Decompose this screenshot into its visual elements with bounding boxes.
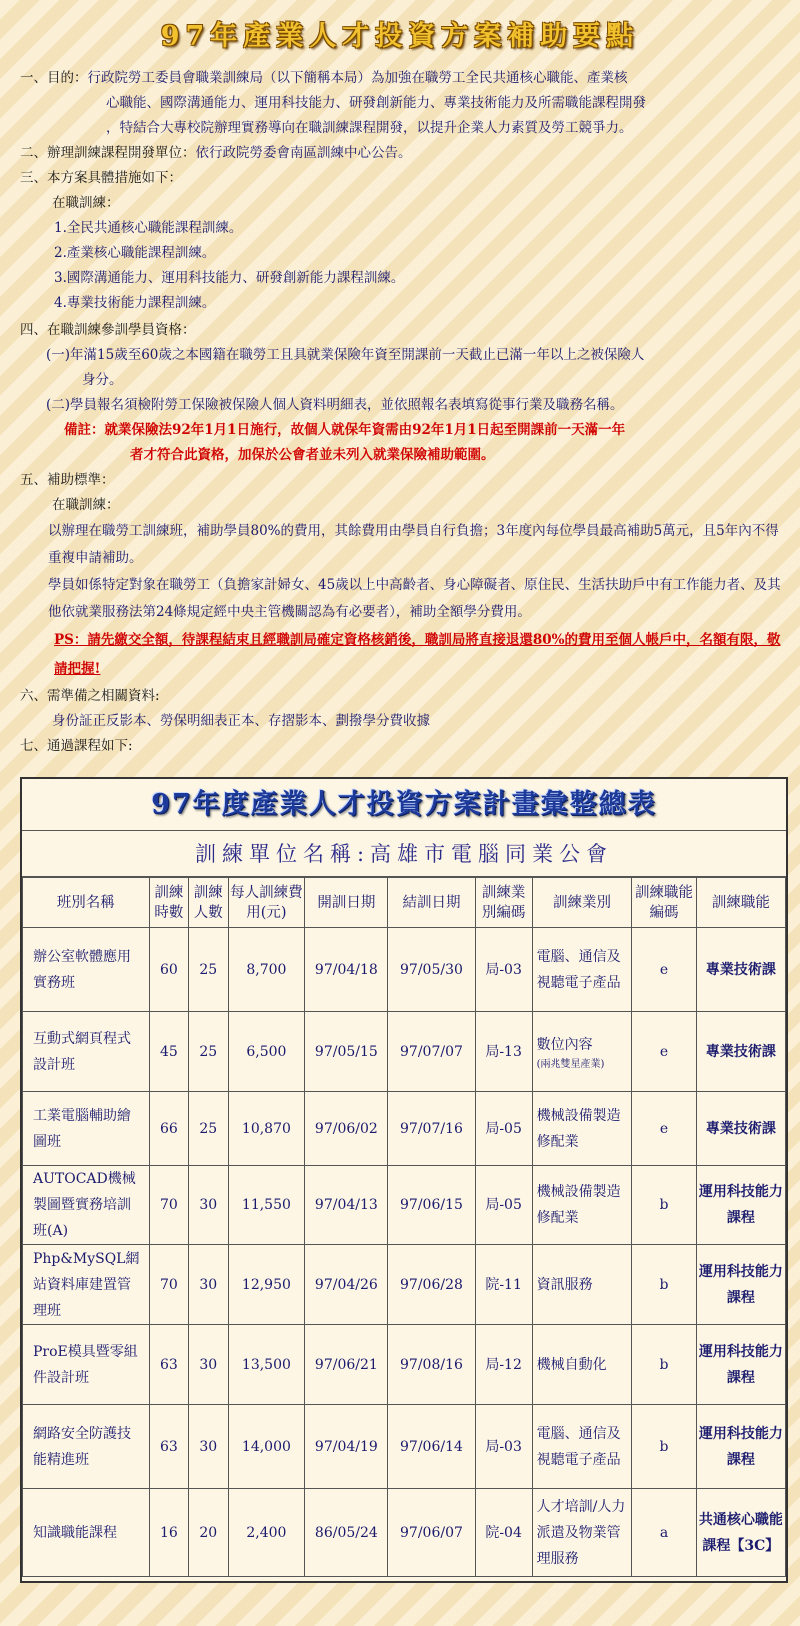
section-3-item-1: 1.全民共通核心職能課程訓練。 [54, 220, 243, 236]
cell-people [189, 1092, 228, 1166]
cell-end-date [388, 1325, 475, 1405]
people-text: 25 [199, 1043, 218, 1060]
section-5-ps: PS：請先繳交全額，待課程結束且經職訓局確定資格核銷後，職訓局將直接退還80%的費用至個人帳戶中，名額有限，敬請把握! [54, 632, 781, 677]
section-4-item-1b: 身分。 [82, 372, 123, 388]
section-1-label: 一、目的： [20, 70, 88, 86]
cell-start-date [305, 1166, 388, 1245]
section-2-label: 二、辦理訓練課程開發單位： [20, 145, 196, 161]
industry-text: 電腦、通信及視聽電子產品 [536, 1425, 621, 1468]
section-1-line-2: 心職能、國際溝通能力、運用科技能力、研發創新能力、專業技術能力及所需職能課程開發 [106, 95, 646, 111]
start-date-text: 97/06/21 [314, 1356, 378, 1373]
cell-skill-code [632, 1405, 696, 1489]
cell-fee [228, 1166, 305, 1245]
hours-text: 16 [159, 1524, 178, 1541]
document-body [20, 66, 790, 759]
header-industry-code: 訓練業別編碼 [475, 878, 532, 928]
industry-code-text: 局-12 [485, 1356, 522, 1373]
cell-industry-code [475, 1245, 532, 1325]
cell-start-date [305, 1092, 388, 1166]
cell-hours [149, 1489, 188, 1577]
cell-skill-code [632, 1092, 696, 1166]
cell-hours [149, 1012, 188, 1092]
industry-code-text: 局-05 [485, 1197, 522, 1213]
cell-end-date [388, 1092, 475, 1166]
cell-skill-code [632, 1489, 696, 1577]
cell-start-date [305, 1405, 388, 1489]
table-row [23, 1489, 786, 1577]
cell-end-date [388, 1166, 475, 1245]
cell-hours [149, 1245, 188, 1325]
cell-people [189, 1245, 228, 1325]
class-name-text: 辦公室軟體應用實務班 [33, 948, 131, 991]
course-table [22, 877, 786, 1577]
skill-text: 專業技術課 [705, 961, 776, 978]
start-date-text: 97/06/02 [314, 1120, 378, 1137]
cell-fee [228, 1489, 305, 1577]
start-date-text: 97/04/13 [314, 1197, 378, 1213]
skill-text: 運用科技能力課程 [698, 1425, 783, 1468]
fee-text: 13,500 [241, 1356, 291, 1373]
people-text: 30 [199, 1438, 218, 1455]
table-row [23, 1245, 786, 1325]
cell-class-name [23, 1245, 150, 1325]
class-name-text: 知識職能課程 [33, 1524, 117, 1541]
industry-text: 電腦、通信及視聽電子產品 [536, 948, 621, 991]
cell-end-date [388, 928, 475, 1012]
table-row [23, 1325, 786, 1405]
cell-hours [149, 928, 188, 1012]
cell-people [189, 1405, 228, 1489]
cell-skill [696, 1489, 785, 1577]
cell-start-date [305, 1012, 388, 1092]
industry-text: 機械設備製造修配業 [536, 1107, 621, 1150]
cell-fee [228, 1325, 305, 1405]
section-4-item-1a: (一)年滿15歲至60歲之本國籍在職勞工且具就業保險年資至開課前一天截止已滿一年以上之被保險人 [46, 347, 645, 363]
cell-industry-code [475, 1405, 532, 1489]
cell-industry [532, 1012, 632, 1092]
end-date-text: 97/07/16 [400, 1120, 463, 1137]
cell-people [189, 1325, 228, 1405]
cell-skill-code [632, 928, 696, 1012]
end-date-text: 97/05/30 [400, 961, 463, 978]
industry-code-text: 院-11 [485, 1276, 522, 1293]
header-industry: 訓練業別 [532, 878, 632, 928]
end-date-text: 97/06/14 [400, 1438, 463, 1455]
people-text: 20 [199, 1524, 218, 1541]
cell-skill-code [632, 1166, 696, 1245]
cell-start-date [305, 1489, 388, 1577]
cell-fee [228, 1405, 305, 1489]
table-row [23, 1405, 786, 1489]
industry-text: 數位內容 [536, 1036, 593, 1053]
header-end-date: 結訓日期 [388, 878, 475, 928]
section-6-label: 六、需準備之相關資料: [20, 688, 160, 704]
fee-text: 8,700 [246, 961, 287, 978]
end-date-text: 97/06/07 [400, 1524, 463, 1541]
fee-text: 14,000 [241, 1438, 291, 1455]
section-3-item-4: 4.專業技術能力課程訓練。 [54, 295, 216, 311]
industry-code-text: 局-13 [485, 1043, 522, 1060]
start-date-text: 97/04/26 [314, 1276, 378, 1293]
start-date-text: 86/05/24 [314, 1524, 378, 1541]
end-date-text: 97/06/28 [400, 1276, 463, 1293]
industry-text: 資訊服務 [536, 1276, 593, 1293]
table-row [23, 1166, 786, 1245]
section-5-para-1: 以辦理在職勞工訓練班，補助學員80%的費用，其餘費用由學員自行負擔；3年度內每位學員最高補助5萬元，且5年內不得重複申請補助。 [48, 523, 779, 566]
section-4-item-2: (二)學員報名須檢附勞工保險被保險人個人資料明細表，並依照報名表填寫從事行業及職務名稱。 [46, 397, 624, 413]
class-name-text: 工業電腦輔助繪圖班 [33, 1107, 131, 1150]
hours-text: 66 [159, 1120, 178, 1137]
cell-skill-code [632, 1245, 696, 1325]
hours-text: 45 [159, 1043, 178, 1060]
skill-text: 共通核心職能課程【3C】 [698, 1511, 783, 1554]
cell-skill [696, 928, 785, 1012]
cell-skill [696, 1092, 785, 1166]
cell-hours [149, 1166, 188, 1245]
cell-start-date [305, 1325, 388, 1405]
skill-code-text: e [659, 1120, 669, 1137]
course-summary-table [20, 777, 788, 1583]
class-name-text: ProE模具暨零組件設計班 [33, 1343, 138, 1386]
header-fee: 每人訓練費用(元) [228, 878, 305, 928]
header-skill: 訓練職能 [696, 878, 785, 928]
industry-note: (兩兆雙星產業) [536, 1058, 605, 1070]
table-row [23, 1092, 786, 1166]
header-start-date: 開訓日期 [305, 878, 388, 928]
cell-hours [149, 1405, 188, 1489]
cell-industry-code [475, 1489, 532, 1577]
header-hours: 訓練時數 [149, 878, 188, 928]
cell-end-date [388, 1489, 475, 1577]
header-people: 訓練人數 [189, 878, 228, 928]
cell-industry [532, 1166, 632, 1245]
section-4-note-a: 備註：就業保險法92年1月1日施行，故個人就保年資需由92年1月1日起至開課前一天滿一年 [64, 422, 626, 438]
cell-hours [149, 1325, 188, 1405]
cell-skill [696, 1325, 785, 1405]
cell-class-name [23, 1405, 150, 1489]
industry-text: 機械設備製造修配業 [536, 1184, 621, 1226]
section-4-label: 四、在職訓練參訓學員資格： [20, 322, 196, 338]
skill-text: 運用科技能力課程 [698, 1263, 783, 1306]
section-1-line-3: ，特結合大專校院辦理實務導向在職訓練課程開發，以提升企業人力素質及勞工競爭力。 [106, 120, 633, 136]
skill-text: 專業技術課 [705, 1120, 776, 1137]
class-name-text: AUTOCAD機械製圖暨實務培訓班(A) [33, 1171, 136, 1239]
cell-industry-code [475, 1166, 532, 1245]
skill-code-text: b [659, 1356, 669, 1373]
industry-code-text: 院-04 [485, 1524, 522, 1541]
training-unit-name: 訓練單位名稱:高雄市電腦同業公會 [22, 831, 786, 877]
table-row [23, 1012, 786, 1092]
table-row [23, 928, 786, 1012]
cell-class-name [23, 1092, 150, 1166]
skill-code-text: e [659, 961, 669, 978]
cell-people [189, 1489, 228, 1577]
section-5-label: 五、補助標準： [20, 472, 115, 488]
cell-fee [228, 1245, 305, 1325]
skill-text: 運用科技能力課程 [698, 1343, 783, 1386]
cell-hours [149, 1092, 188, 1166]
cell-end-date [388, 1245, 475, 1325]
cell-people [189, 928, 228, 1012]
cell-people [189, 1012, 228, 1092]
end-date-text: 97/08/16 [400, 1356, 463, 1373]
skill-code-text: e [659, 1043, 669, 1060]
cell-fee [228, 928, 305, 1012]
cell-class-name [23, 1012, 150, 1092]
cell-start-date [305, 928, 388, 1012]
cell-class-name [23, 1325, 150, 1405]
cell-fee [228, 1012, 305, 1092]
industry-code-text: 局-03 [485, 961, 522, 978]
cell-industry [532, 1092, 632, 1166]
section-3-sub: 在職訓練： [52, 195, 120, 211]
skill-code-text: a [659, 1524, 669, 1541]
section-5-sub: 在職訓練： [52, 497, 120, 513]
class-name-text: Php&MySQL網站資料庫建置管理班 [33, 1250, 140, 1319]
cell-end-date [388, 1012, 475, 1092]
skill-text: 專業技術課 [705, 1043, 776, 1060]
skill-text: 運用科技能力課程 [698, 1184, 783, 1226]
page-title: 97年產業人才投資方案補助要點 [160, 21, 640, 52]
section-3-label: 三、本方案具體措施如下： [20, 170, 182, 186]
hours-text: 70 [159, 1197, 178, 1213]
cell-industry-code [475, 1092, 532, 1166]
cell-industry-code [475, 1012, 532, 1092]
end-date-text: 97/07/07 [400, 1043, 463, 1060]
cell-skill [696, 1245, 785, 1325]
cell-industry [532, 1325, 632, 1405]
header-skill-code: 訓練職能編碼 [632, 878, 696, 928]
industry-code-text: 局-05 [485, 1120, 522, 1137]
cell-industry [532, 1405, 632, 1489]
section-3-item-3: 3.國際溝通能力、運用科技能力、研發創新能力課程訓練。 [54, 270, 405, 286]
fee-text: 2,400 [246, 1524, 287, 1541]
cell-skill-code [632, 1012, 696, 1092]
table-header-row [23, 878, 786, 928]
cell-people [189, 1166, 228, 1245]
industry-text: 機械自動化 [536, 1356, 607, 1373]
section-2-text: 依行政院勞委會南區訓練中心公告。 [195, 145, 412, 161]
cell-industry [532, 1489, 632, 1577]
cell-class-name [23, 928, 150, 1012]
cell-skill [696, 1405, 785, 1489]
cell-class-name [23, 1166, 150, 1245]
section-5-para-2: 學員如係特定對象在職勞工（負擔家計婦女、45歲以上中高齡者、身心障礙者、原住民、生活扶助戶中有工作能力者、及其他依就業服務法第24條規定經中央主管機關認為有必要者），補助全額學分費用。 [48, 577, 781, 620]
cell-industry [532, 928, 632, 1012]
people-text: 25 [199, 961, 218, 978]
skill-code-text: b [659, 1438, 669, 1455]
industry-code-text: 局-03 [485, 1438, 522, 1455]
cell-industry [532, 1245, 632, 1325]
class-name-text: 網路安全防護技能精進班 [33, 1425, 131, 1468]
end-date-text: 97/06/15 [400, 1197, 463, 1213]
fee-text: 6,500 [246, 1043, 287, 1060]
header-class-name: 班別名稱 [23, 878, 150, 928]
fee-text: 10,870 [241, 1120, 291, 1137]
cell-end-date [388, 1405, 475, 1489]
fee-text: 12,950 [241, 1276, 291, 1293]
section-7-label: 七、通過課程如下: [20, 738, 133, 754]
cell-skill [696, 1012, 785, 1092]
people-text: 25 [199, 1120, 218, 1137]
hours-text: 63 [159, 1438, 178, 1455]
fee-text: 11,550 [241, 1197, 291, 1213]
cell-class-name [23, 1489, 150, 1577]
start-date-text: 97/04/18 [314, 961, 378, 978]
section-3-item-2: 2.產業核心職能課程訓練。 [54, 245, 216, 261]
skill-code-text: b [659, 1197, 669, 1213]
section-1-line-1: 行政院勞工委員會職業訓練局（以下簡稱本局）為加強在職勞工全民共通核心職能、產業核 [87, 70, 628, 86]
skill-code-text: b [659, 1276, 669, 1293]
people-text: 30 [199, 1276, 218, 1293]
section-6-text: 身份証正反影本、勞保明細表正本、存摺影本、劃撥學分費收據 [52, 713, 430, 729]
people-text: 30 [199, 1197, 218, 1213]
cell-industry-code [475, 1325, 532, 1405]
hours-text: 60 [159, 961, 178, 978]
cell-fee [228, 1092, 305, 1166]
hours-text: 70 [159, 1276, 178, 1293]
cell-skill-code [632, 1325, 696, 1405]
people-text: 30 [199, 1356, 218, 1373]
cell-industry-code [475, 928, 532, 1012]
hours-text: 63 [159, 1356, 178, 1373]
start-date-text: 97/04/19 [314, 1438, 378, 1455]
section-4-note-b: 者才符合此資格，加保於公會者並未列入就業保險補助範圍。 [130, 447, 495, 463]
cell-start-date [305, 1245, 388, 1325]
table-title: 97年度產業人才投資方案計畫彙整總表 [22, 779, 786, 831]
cell-skill [696, 1166, 785, 1245]
industry-text: 人才培訓/人力派遣及物業管理服務 [536, 1498, 626, 1567]
class-name-text: 互動式網頁程式設計班 [33, 1030, 131, 1073]
start-date-text: 97/05/15 [314, 1043, 378, 1060]
